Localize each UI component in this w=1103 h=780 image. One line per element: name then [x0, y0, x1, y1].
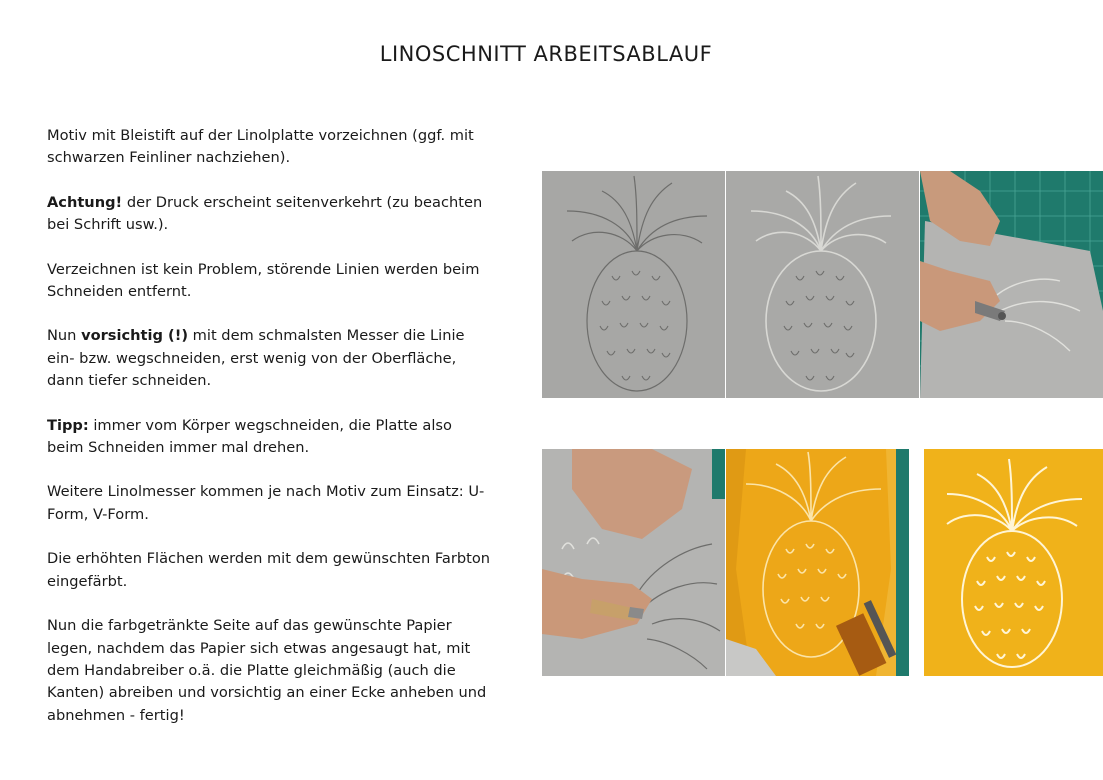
roller-yellow-icon: [726, 449, 909, 676]
step-paragraph-2: Achtung! der Druck erscheint seitenverkehrt (zu beachten bei Schrift usw.).: [47, 193, 483, 234]
pineapple-print-icon: [910, 449, 1103, 676]
step-paragraph-7: Die erhöhten Flächen werden mit dem gewünschten Farbton eingefärbt.: [47, 550, 490, 590]
pencil-sketch-photo: [542, 171, 725, 398]
pineapple-outline-icon: [726, 171, 919, 398]
step-paragraph-8: Nun die farbgetränkte Seite auf das gewünschte Papier legen, nachdem das Papier sich etwas angesaugt hat, mit dem Handabreiber o.ä. die Platte gleichmäßig (auch die Kanten) abreiben und vorsichtig an einer Ecke anheben und abnehmen - fertig!: [47, 617, 487, 724]
outline-cut-photo: [726, 171, 919, 398]
cutting-detail-photo: [542, 449, 725, 676]
step-paragraph-3: Verzeichnen ist kein Problem, störende Linien werden beim Schneiden entfernt.: [47, 260, 480, 301]
step-paragraph-6: Weitere Linolmesser kommen je nach Motiv zum Einsatz: U-Form, V-Form.: [47, 483, 485, 523]
instructions-text: [47, 125, 492, 749]
step-paragraph-4: Nun vorsichtig (!) mit dem schmalsten Messer die Linie ein- bzw. wegschneiden, erst wenig von der Oberfläche, dann tiefer schneiden.: [47, 327, 465, 390]
hands-cutting-icon: [920, 171, 1103, 398]
page-title: LINOSCHNITT ARBEITSABLAUF: [379, 42, 713, 66]
ink-rolling-photo: [726, 449, 909, 676]
cutting-hands-photo: [920, 171, 1103, 398]
pineapple-sketch-icon: [542, 171, 725, 398]
step-paragraph-1: Motiv mit Bleistift auf der Linolplatte vorzeichnen (ggf. mit schwarzen Feinliner nachziehen).: [47, 127, 474, 167]
hands-cutting-detail-icon: [542, 449, 725, 676]
step-paragraph-5: Tipp: immer vom Körper wegschneiden, die Platte also beim Schneiden immer mal drehen.: [47, 416, 452, 457]
final-print-photo: [910, 449, 1103, 676]
